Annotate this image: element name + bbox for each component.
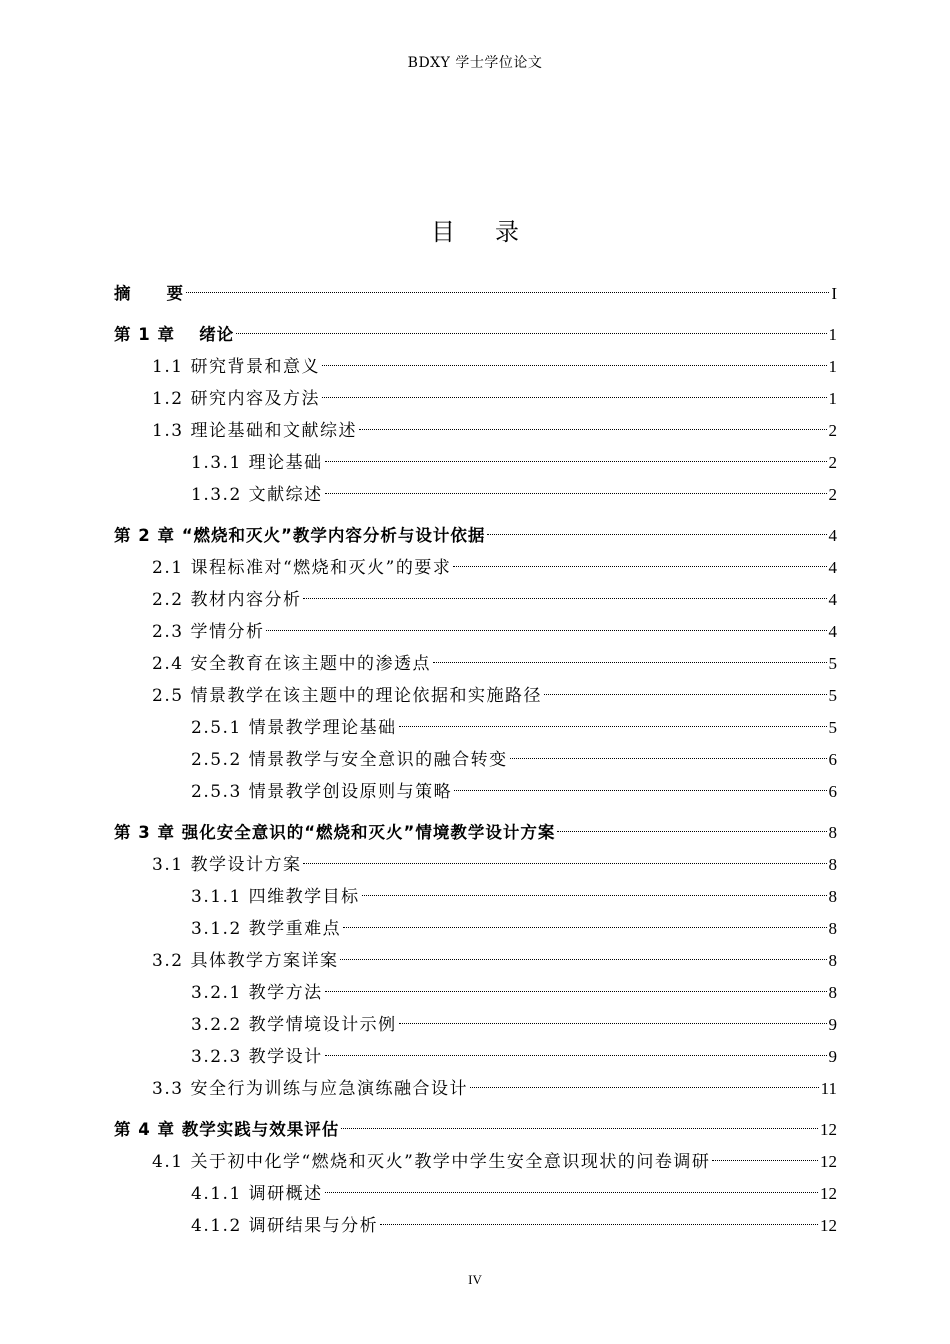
toc-leader-dots [303,863,826,864]
toc-entry-page: 12 [820,1216,837,1235]
toc-entry-page: 12 [820,1120,837,1139]
toc-entry[interactable] [114,383,837,415]
toc-entry-label: 2.5.1 情景教学理论基础 [191,718,397,738]
toc-entry-page: 12 [820,1152,837,1171]
toc-entry-page: 5 [828,654,837,673]
toc-entry-page: 1 [828,325,837,344]
toc-entry-page: 4 [828,590,837,609]
toc-entry-page: 8 [828,823,837,842]
toc-entry-page: 4 [828,622,837,641]
toc-entry-label: 2.5.2 情景教学与安全意识的融合转变 [191,750,508,770]
toc-entry[interactable] [114,415,837,447]
toc-entry[interactable] [114,552,837,584]
toc-entry-page: 4 [828,526,837,545]
toc-entry[interactable] [114,1009,837,1041]
toc-leader-dots [325,991,827,992]
toc-entry-label: 3.2.2 教学情境设计示例 [191,1015,397,1035]
toc-entry-page: 9 [828,1047,837,1066]
toc-entry-page: 6 [828,750,837,769]
toc-entry-label: 3.1.2 教学重难点 [191,919,342,939]
toc-entry-page: 8 [828,855,837,874]
toc-leader-dots [362,895,827,896]
toc-entry-label: 1.1 研究背景和意义 [152,357,320,377]
toc-entry[interactable] [114,1041,837,1073]
toc-entry[interactable] [114,351,837,383]
toc-entry[interactable] [114,1210,837,1242]
toc-leader-dots [340,959,826,960]
toc-leader-dots [325,1055,827,1056]
toc-leader-dots [186,292,829,293]
toc-entry-page: I [831,284,837,303]
toc-entry-label: 1.3 理论基础和文献综述 [152,421,357,441]
toc-entry[interactable] [114,319,837,351]
toc-leader-dots [544,694,827,695]
toc-entry-label: 1.2 研究内容及方法 [152,389,320,409]
toc-entry-label: 第 1 章 绪论 [114,325,235,344]
toc-entry-label: 3.1 教学设计方案 [152,855,302,875]
toc-entry-page: 6 [828,782,837,801]
toc-entry-label: 2.5.3 情景教学创设原则与策略 [191,782,453,802]
toc-entry-label: 2.1 课程标准对“燃烧和灭火”的要求 [152,558,452,578]
toc-leader-dots [343,927,826,928]
toc-entry-label: 3.3 安全行为训练与应急演练融合设计 [152,1079,468,1099]
toc-entry[interactable] [114,776,837,808]
toc-entry-label: 4.1.1 调研概述 [191,1184,323,1204]
toc-leader-dots [359,429,827,430]
toc-entry-page: 8 [828,887,837,906]
toc-entry[interactable] [114,945,837,977]
toc-entry-page: 1 [828,389,837,408]
toc-entry-page: 8 [828,983,837,1002]
toc-entry-label: 3.2.1 教学方法 [191,983,323,1003]
toc-leader-dots [399,1023,827,1024]
toc-entry-page: 11 [820,1079,837,1098]
toc-leader-dots [470,1087,819,1088]
toc-entry-page: 12 [820,1184,837,1203]
toc-entry-page: 4 [828,558,837,577]
toc-entry-label: 3.2.3 教学设计 [191,1047,323,1067]
toc-entry[interactable] [114,913,837,945]
toc-entry-label: 3.1.1 四维教学目标 [191,887,360,907]
toc-entry-page: 5 [828,686,837,705]
toc-entry-page: 2 [828,421,837,440]
toc-entry[interactable] [114,1073,837,1105]
toc-entry-label: 摘 要 [114,284,184,303]
toc-leader-dots [322,397,827,398]
toc-leader-dots [341,1128,818,1129]
toc-leader-dots [266,630,826,631]
toc-entry-label: 第 4 章 教学实践与效果评估 [114,1120,340,1139]
toc-entry[interactable] [114,849,837,881]
toc-entry-label: 1.3.2 文献综述 [191,485,323,505]
toc-entry[interactable] [114,881,837,913]
toc-entry-label: 3.2 具体教学方案详案 [152,951,339,971]
toc-entry[interactable] [114,1114,837,1146]
toc-entry-label: 1.3.1 理论基础 [191,453,323,473]
toc-leader-dots [454,790,826,791]
page-number: IV [468,1272,482,1287]
toc-leader-dots [303,598,826,599]
toc-entry[interactable] [114,817,837,849]
toc-entry-label: 4.1 关于初中化学“燃烧和灭火”教学中学生安全意识现状的问卷调研 [152,1152,711,1172]
toc-entry[interactable] [114,520,837,552]
toc-entry-label: 2.2 教材内容分析 [152,590,302,610]
toc-leader-dots [487,534,826,535]
toc-entry[interactable] [114,1178,837,1210]
toc-entry-page: 5 [828,718,837,737]
toc-leader-dots [236,333,826,334]
toc-leader-dots [322,365,827,366]
toc-title: 目录 [431,218,559,246]
toc-entry[interactable] [114,1146,837,1178]
toc-entry[interactable] [114,712,837,744]
toc-entry[interactable] [114,447,837,479]
toc-leader-dots [712,1160,818,1161]
toc-leader-dots [325,493,827,494]
toc-entry-label: 2.3 学情分析 [152,622,265,642]
toc-entry-label: 第 2 章 “燃烧和灭火”教学内容分析与设计依据 [114,526,486,545]
toc-entry-label: 2.5 情景教学在该主题中的理论依据和实施路径 [152,686,542,706]
toc-leader-dots [453,566,826,567]
toc-entry-page: 8 [828,919,837,938]
page-header: BDXY 学士学位论文 [407,55,543,71]
toc-leader-dots [325,461,827,462]
toc-leader-dots [433,662,827,663]
toc-entry[interactable] [114,680,837,712]
toc-entry-label: 第 3 章 强化安全意识的“燃烧和灭火”情境教学设计方案 [114,823,556,842]
toc-entry[interactable] [114,648,837,680]
toc-entry-page: 2 [828,485,837,504]
toc-leader-dots [380,1224,818,1225]
toc-entry[interactable] [114,479,837,511]
toc-entry[interactable] [114,977,837,1009]
toc-entry-label: 4.1.2 调研结果与分析 [191,1216,379,1236]
toc-entry-label: 2.4 安全教育在该主题中的渗透点 [152,654,431,674]
toc-entry-page: 9 [828,1015,837,1034]
toc-entry-page: 1 [828,357,837,376]
toc-leader-dots [325,1192,818,1193]
toc-entry[interactable] [114,584,837,616]
table-of-contents [114,278,837,1242]
toc-entry[interactable] [114,616,837,648]
toc-leader-dots [399,726,827,727]
toc-entry-page: 2 [828,453,837,472]
toc-entry[interactable] [114,278,837,310]
toc-entry-page: 8 [828,951,837,970]
toc-entry[interactable] [114,744,837,776]
toc-leader-dots [557,831,826,832]
toc-leader-dots [510,758,827,759]
